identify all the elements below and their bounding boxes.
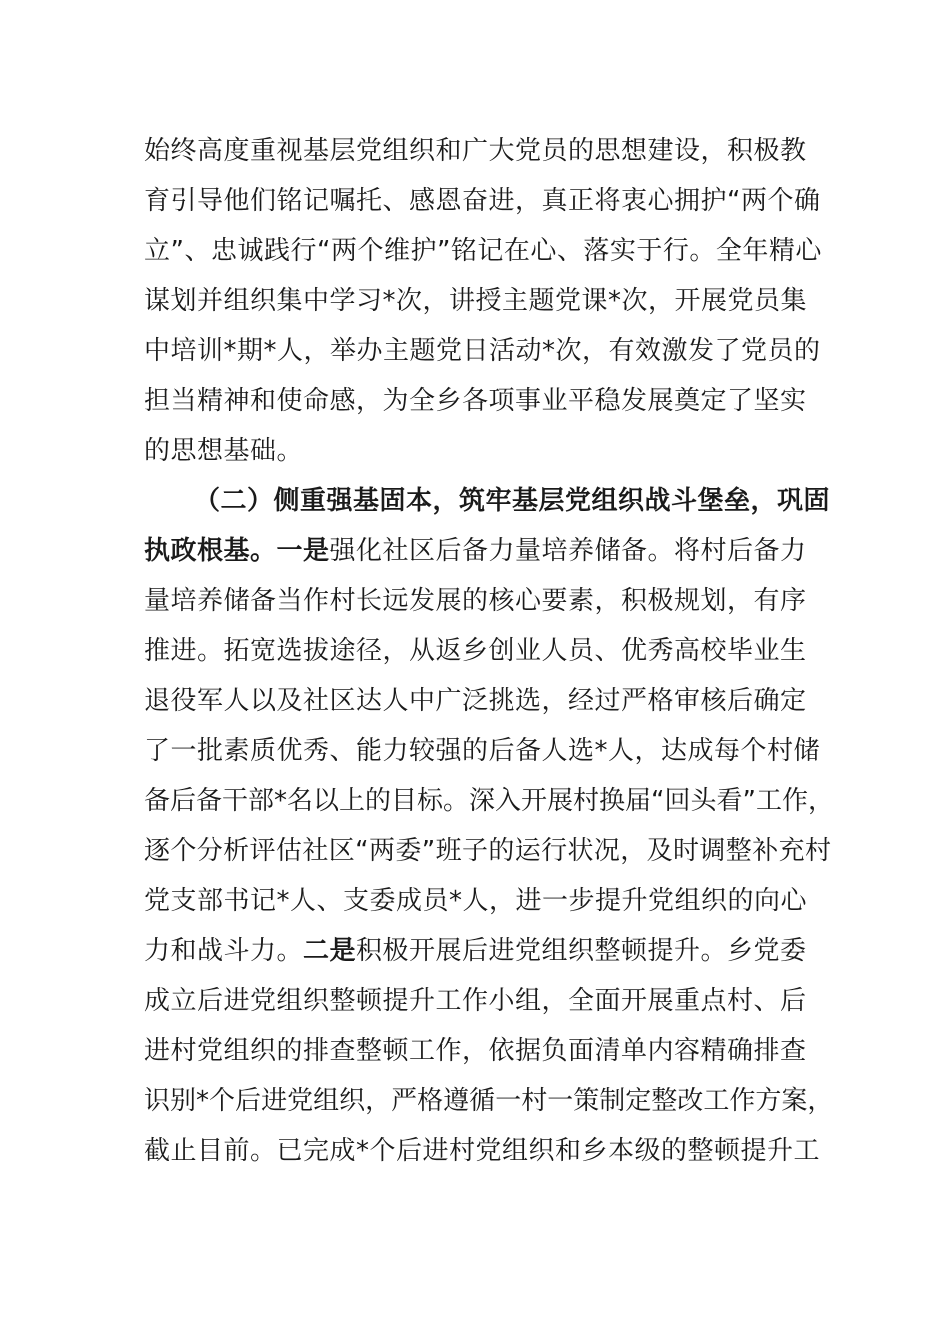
text-run: 量培养储备当作村长远发展的核心要素，积极规划，有序 — [144, 586, 807, 616]
text-line — [144, 276, 807, 326]
text-line — [144, 926, 807, 976]
text-line — [144, 526, 807, 576]
text-line — [144, 176, 820, 226]
text-line — [144, 776, 834, 826]
text-run: 党支部书记*人、支委成员*人，进一步提升党组织的向心 — [144, 886, 808, 916]
text-run: 进村党组织的排查整顿工作，依据负面清单内容精确排查 — [144, 1036, 807, 1066]
text-run: 识别*个后进党组织，严格遵循一村一策制定整改工作方案， — [144, 1086, 834, 1116]
text-line — [144, 826, 831, 876]
text-line — [144, 626, 807, 676]
text-run: 担当精神和使命感，为全乡各项事业平稳发展奠定了坚实 — [144, 386, 807, 416]
text-line — [144, 326, 821, 376]
text-run: 强化社区后备力量培养储备。将村后备力 — [329, 536, 807, 566]
text-line — [144, 876, 807, 926]
text-run: 积极开展后进党组织整顿提升。乡党委 — [356, 936, 807, 966]
text-run: 推进。拓宽选拔途径，从返乡创业人员、优秀高校毕业生 — [144, 636, 807, 666]
heading-text: 执政根基。一是 — [144, 536, 330, 566]
text-line — [144, 576, 807, 626]
text-run: 截止目前。已完成*个后进村党组织和乡本级的整顿提升工 — [144, 1136, 821, 1166]
text-run: 成立后进党组织整顿提升工作小组，全面开展重点村、后 — [144, 986, 807, 1016]
heading-text: （二）侧重强基固本，筑牢基层党组织战斗堡垒，巩固 — [194, 486, 831, 516]
text-line — [144, 1026, 807, 1076]
text-line — [144, 676, 807, 726]
text-line — [144, 976, 807, 1026]
heading-text: 二是 — [303, 936, 357, 966]
text-run: 谋划并组织集中学习*次，讲授主题党课*次，开展党员集 — [144, 286, 808, 316]
text-run: 的思想基础。 — [144, 436, 304, 466]
text-line — [144, 426, 303, 476]
text-run: 备后备干部*名以上的目标。深入开展村换届“回头看”工作， — [144, 786, 834, 816]
text-run: 了一批素质优秀、能力较强的后备人选*人，达成每个村储 — [144, 736, 821, 766]
text-line — [144, 376, 807, 426]
text-run: 立”、忠诚践行“两个维护”铭记在心、落实于行。全年精心 — [144, 236, 822, 266]
text-run: 中培训*期*人，举办主题党日活动*次，有效激发了党员的 — [144, 336, 821, 366]
text-line — [144, 1126, 820, 1176]
text-run: 退役军人以及社区达人中广泛挑选，经过严格审核后确定 — [144, 686, 807, 716]
text-line — [144, 226, 822, 276]
text-line — [144, 126, 807, 176]
text-run: 逐个分析评估社区“两委”班子的运行状况，及时调整补充村 — [144, 836, 832, 866]
text-line — [144, 1076, 833, 1126]
text-run: 始终高度重视基层党组织和广大党员的思想建设，积极教 — [144, 136, 807, 166]
text-line — [144, 726, 820, 776]
text-run: 力和战斗力。 — [144, 936, 304, 966]
section-heading — [194, 476, 830, 526]
text-run: 育引导他们铭记嘱托、感恩奋进，真正将衷心拥护“两个确 — [144, 186, 821, 216]
